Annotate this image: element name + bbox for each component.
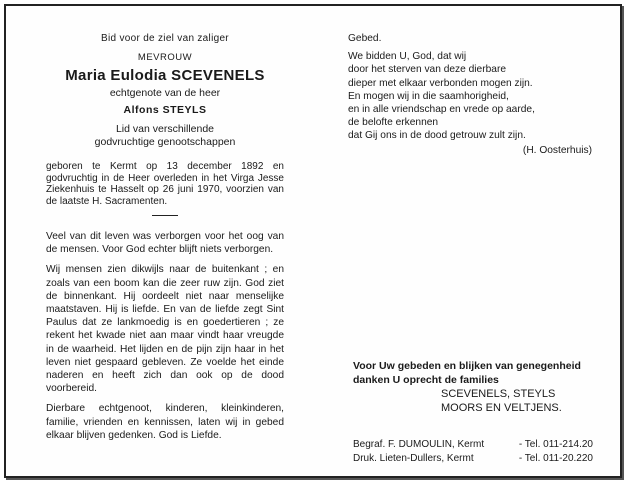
family-names: SCEVENELS, STEYLS bbox=[441, 388, 556, 400]
biography: geboren te Kermt op 13 december 1892 en godvruchtig in de Heer overleden in het Virga Jesse Ziekenhuis te Hasselt op 26 juni 1970, voorzien van de laatste H. Sacramenten. bbox=[46, 161, 284, 207]
prayer-title: Gebed. bbox=[348, 33, 382, 44]
header-prayer-text: Bid voor de ziel van zaliger bbox=[101, 33, 229, 44]
family-names: MOORS EN VELTJENS. bbox=[441, 402, 562, 414]
funeral-director-phone: - Tel. 011-214.20 bbox=[518, 439, 593, 450]
society-membership bbox=[46, 123, 284, 149]
thanks-line: Voor Uw gebeden en blijken van genegenheid bbox=[353, 360, 581, 372]
printer-phone: - Tel. 011-20.220 bbox=[518, 452, 593, 464]
honorific: MEVROUW bbox=[137, 52, 193, 64]
society-line: Lid van verschillende bbox=[115, 123, 215, 136]
poem-line: dat Gij ons in de dood getrouw zult zijn. bbox=[348, 130, 526, 142]
poem-line: en in alle vriendschap en vrede op aarde, bbox=[348, 104, 535, 116]
left-column bbox=[46, 32, 284, 449]
footer-credits bbox=[353, 438, 593, 465]
poem-author: (H. Oosterhuis) bbox=[522, 144, 592, 156]
poem-line: door het sterven van deze dierbare bbox=[348, 64, 507, 76]
poem-line: dieper met elkaar verbonden mogen zijn. bbox=[348, 77, 533, 89]
funeral-director-line bbox=[353, 438, 593, 452]
funeral-director: Begraf. F. DUMOULIN, Kermt bbox=[353, 439, 485, 450]
paragraph: Dierbare echtgenoot, kinderen, kleinkinderen, familie, vrienden en kennissen, laten wij in gebed elkaar blijven gedenken. God is Liefde. bbox=[46, 403, 284, 441]
society-line: godvruchtige genootschappen bbox=[94, 136, 236, 149]
paragraph: Veel van dit leven was verborgen voor het oog van de mensen. Voor God echter blijft niets verborgen. bbox=[46, 231, 284, 256]
prayer-poem bbox=[348, 50, 592, 142]
spouse-name: Alfons STEYLS bbox=[123, 103, 207, 116]
thanks-line: danken U oprecht de families bbox=[353, 373, 499, 386]
divider-line bbox=[152, 215, 178, 216]
printer: Druk. Lieten-Dullers, Kermt bbox=[353, 452, 474, 464]
printer-line bbox=[353, 452, 593, 466]
paragraph: Wij mensen zien dikwijls naar de buitenkant ; en zoals van een boom kan die zeer ruw zijn. God ziet de binnenkant. Hij oordeelt niet naar menselijke maatstaven. Hij is liefde. En van de liefde zegt Sint Paulus dat ze lankmoedig is en goedertieren ; ze rekent het kwade niet aan maar vindt haar vreugde in de waarheid. Het lijden en de pijn zijn haar in het leven niet gespaard gebleven. Ze voelde het einde naderen en heeft zich dan ook op de dood voorbereid. bbox=[46, 264, 284, 395]
poem-line: de belofte erkennen bbox=[348, 117, 439, 129]
right-column bbox=[348, 32, 592, 157]
memorial-card bbox=[4, 4, 622, 478]
thanks-block bbox=[353, 360, 593, 415]
deceased-name: Maria Eulodia SCEVENELS bbox=[65, 67, 265, 85]
poem-line: We bidden U, God, dat wij bbox=[348, 51, 467, 63]
spouse-intro: echtgenote van de heer bbox=[109, 86, 221, 99]
poem-line: En mogen wij in die saamhorigheid, bbox=[348, 90, 509, 102]
